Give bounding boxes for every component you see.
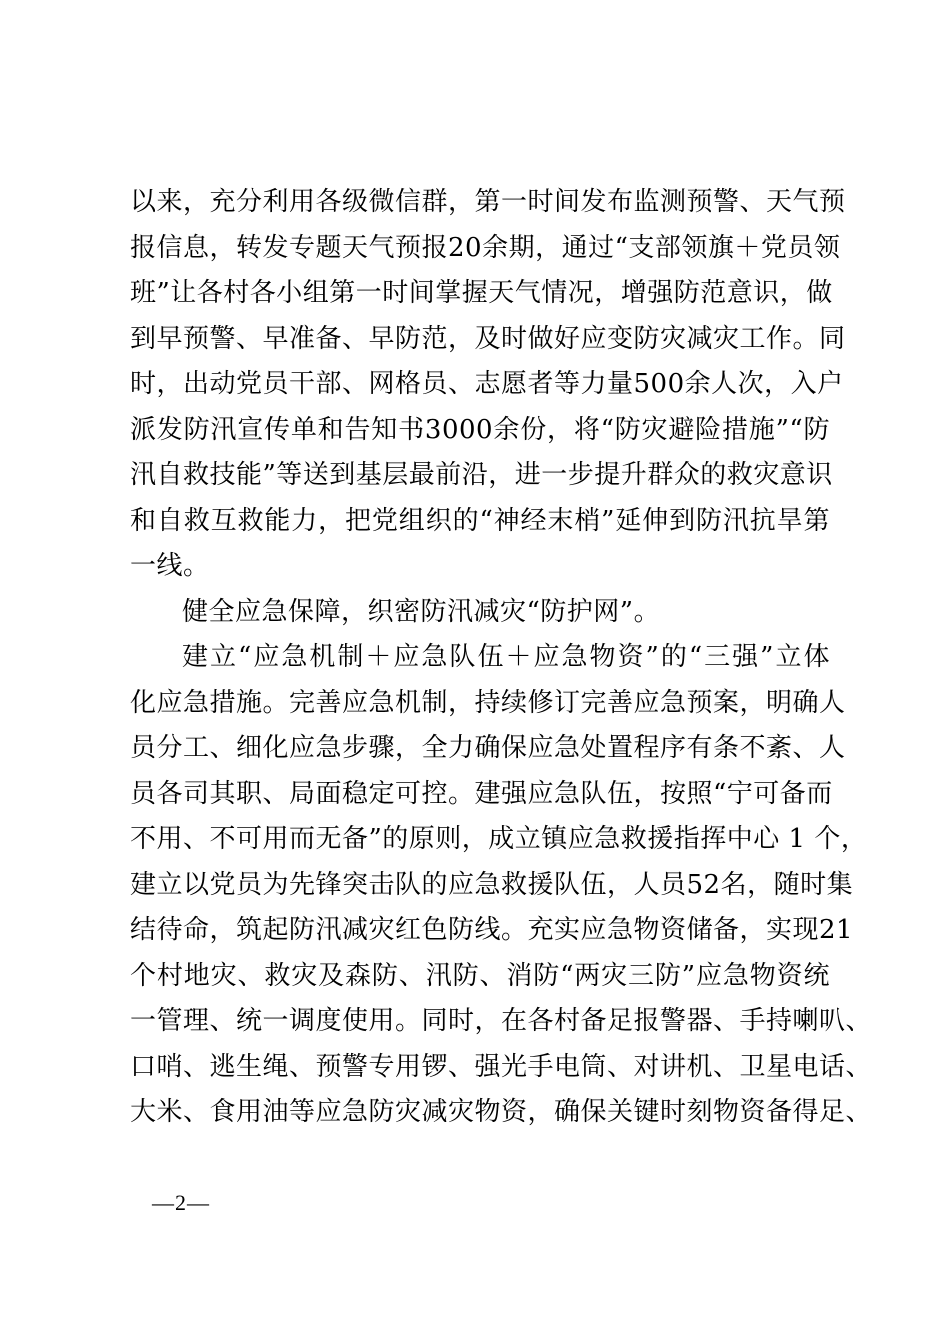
- text-line: 派发防汛宣传单和告知书3000余份，将“防灾避险措施”“防: [130, 414, 830, 445]
- text-line: 化应急措施。完善应急机制，持续修订完善应急预案，明确人: [130, 687, 846, 718]
- text-line: 员分工、细化应急步骤，全力确保应急处置程序有条不紊、人: [130, 733, 846, 763]
- text-line: 结待命，筑起防汛减灾红色防线。充实应急物资储备，实现21: [130, 915, 854, 945]
- text-line: 时，出动党员干部、网格员、志愿者等力量500余人次，入户: [130, 369, 844, 399]
- text-line: 员各司其职、局面稳定可控。建强应急队伍，按照“宁可备而: [130, 778, 833, 809]
- section-heading: 健全应急保障，织密防汛减灾“防护网”。: [182, 596, 661, 627]
- text-line: 班”让各村各小组第一时间掌握天气情况，增强防范意识，做: [130, 278, 833, 308]
- text-line: 不用、不可用而无备”的原则，成立镇应急救援指挥中心 1 个，: [130, 824, 868, 854]
- text-line: 和自救互救能力，把党组织的“神经末梢”延伸到防汛抗旱第: [130, 505, 830, 536]
- paragraph-1: [130, 180, 846, 590]
- text-line: 口哨、逃生绳、预警专用锣、强光手电筒、对讲机、卫星电话、: [130, 1051, 873, 1082]
- text-line: 大米、食用油等应急防灾减灾物资，确保关键时刻物资备得足、: [130, 1097, 873, 1127]
- text-line: 报信息，转发专题天气预报20余期，通过“支部领旗＋党员领: [130, 232, 841, 263]
- text-line: 个村地灾、救灾及森防、汛防、消防“两灾三防”应急物资统: [130, 960, 830, 991]
- text-line: 一线。: [130, 551, 210, 581]
- text-line: 一管理、统一调度使用。同时，在各村备足报警器、手持喇叭、: [130, 1006, 873, 1036]
- text-line: 到早预警、早准备、早防范，及时做好应变防灾减灾工作。同: [130, 323, 846, 354]
- text-line: 汛自救技能”等送到基层最前沿，进一步提升群众的救灾意识: [130, 460, 833, 490]
- text-line: 建立“应急机制＋应急队伍＋应急物资”的“三强”立体: [182, 642, 830, 672]
- document-body: [130, 180, 873, 1136]
- paragraph-3: [130, 635, 873, 1136]
- text-line: 建立以党员为先锋突击队的应急救援队伍，人员52名，随时集: [130, 869, 854, 900]
- paragraph-2-heading: [130, 590, 830, 636]
- page-number: —2—: [152, 1190, 210, 1215]
- text-line: 以来，充分利用各级微信群，第一时间发布监测预警、天气预: [130, 187, 846, 217]
